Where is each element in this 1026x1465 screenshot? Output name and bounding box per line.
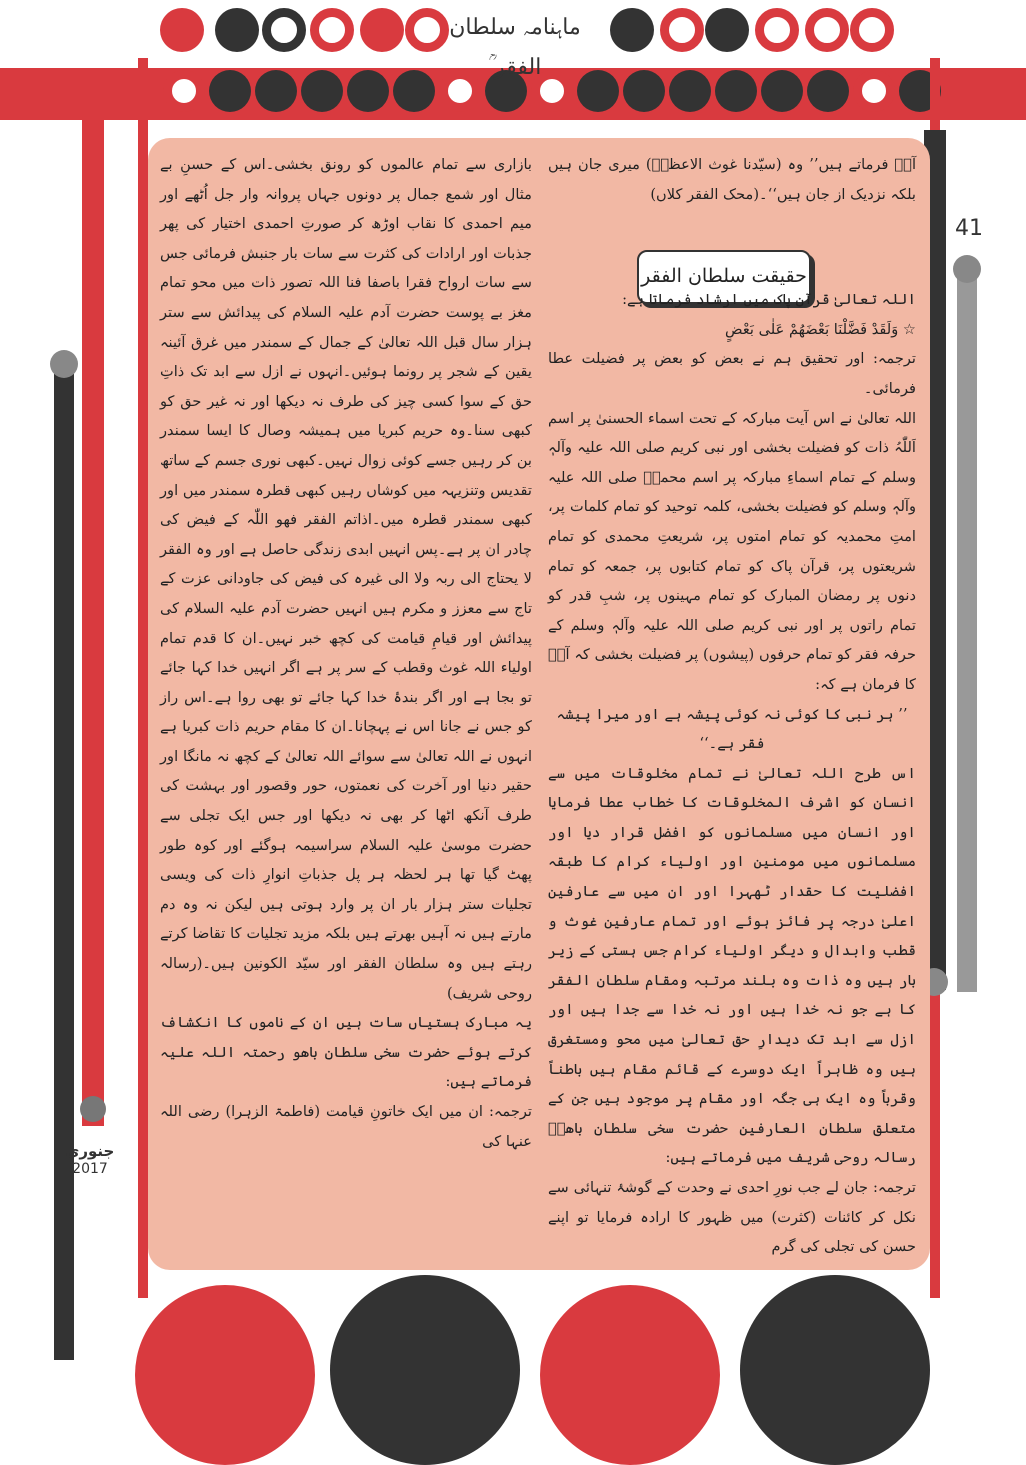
right-gray-rail	[957, 262, 977, 992]
header-circle-bottom	[163, 70, 205, 112]
header-circle-top	[262, 8, 306, 52]
header-circle-bottom	[301, 70, 343, 112]
right-column	[548, 150, 916, 1270]
left-column	[160, 150, 532, 1270]
footer-circle-dark-2	[740, 1275, 930, 1465]
paragraph-hadith: ’’ ہر نبی کا کوئی نہ کوئی پیشہ ہے اور میرا پیشہ فقر ہے۔‘‘	[556, 705, 908, 753]
issue-year: 2017	[72, 1161, 108, 1177]
header-circle-top	[215, 8, 259, 52]
paragraph-translation: ترجمہ: اور تحقیق ہم نے بعض کو بعض پر فضیلت عطا فرمائی۔	[548, 350, 916, 397]
header-circle-top	[660, 8, 704, 52]
header-circle-top	[610, 8, 654, 52]
title-spacer	[548, 209, 916, 285]
left-dark-rail	[54, 360, 74, 1360]
paragraph-tarjuma: ترجمہ: جان لے جب نورِ احدی نے وحدت کے گوشۂ تنہائی سے نکل کر کائنات (کثرت) میں ظہور کا ارادہ فرمایا تو اپنے حسن کی تجلی کی گرم	[548, 1179, 916, 1256]
header-circle-top	[755, 8, 799, 52]
issue-date	[60, 1142, 120, 1178]
left-red-rail	[82, 100, 104, 1126]
left-rail-knob-top	[50, 350, 78, 378]
header-circle-bottom	[439, 70, 481, 112]
header-circle-bottom	[393, 70, 435, 112]
magazine-logo: ماہنامہ سلطان الفقر ؒ	[449, 15, 581, 80]
header-circle-bottom	[623, 70, 665, 112]
paragraph-continued: بازاری سے تمام عالموں کو رونق بخشی۔اس کے حسنِ بے مثال اور شمع جمال پر دونوں جہاں پروانہ وار جل اُٹھے اور میم احمدی کا نقاب اوڑھ کر صورتِ احمدی اختیار کی پھر جذبات اور ارادات کی کثرت سے سات بار جنبش فرمائی جس سے سات ارواح فقرا باصفا فنا اللہ تصور ذات میں محو تمام مغز بے پوست حضرت آدم علیہ السلام کی پیدائش سے ستر ہزار سال قبل اللہ تعالیٰ کے جمال کے سمندر میں غرق آئینہ یقین کے شجر پر رونما ہوئیں۔انہوں نے ازل سے ابد تک ذاتِ حق کے سوا کسی چیز کی طرف نہ دیکھا اور نہ غیر حق کو کبھی سنا۔وہ حریم کبریا میں ہمیشہ وصال کا ایسا سمندر بن کر رہیں جسے کوئی زوال نہیں۔کبھی نوری جسم کے ساتھ تقدیس وتنزیہہ میں کوشاں رہیں کبھی قطرہ سمندر میں اور کبھی سمندر قطرہ میں۔اذاتم الفقر فھو اللّٰہ کے فیض کی چادر ان پر ہے۔پس انہیں ابدی زندگی حاصل ہے اور وہ الفقر لا یحتاج الی ربہ ولا الی غیرہ کی فیض کی جاودانی عزت کے تاج سے معزز و مکرم ہیں انہیں حضرت آدم علیہ السلام کی پیدائش اور قیامِ قیامت کی کچھ خبر نہیں۔ان کا قدم تمام اولیاء اللہ غوث وقطب کے سر پر ہے اگر انہیں خدا کہا جائے تو بجا ہے اور اگر بندۂ خدا کہا جائے تو بھی روا ہے۔اس راز کو جس نے جانا اس نے پہچانا۔ان کا مقام حریم ذات کبریا ہے انہوں نے اللہ تعالیٰ سے سوائے اللہ تعالیٰ کے کچھ نہ مانگا اور حقیر دنیا اور آخرت کی نعمتوں، حور وقصور اور بہشت کی طرف آنکھ اٹھا کر بھی نہ دیکھا اور جس ایک تجلی سے حضرت موسیٰ علیہ السلام سراسیمہ ہوگئے اور کوہ طور پھٹ گیا تھا ہر لحظہ ہر پل جذباتِ انوارِ ذات کی ویسی تجلیات ستر ہزار بار ان پر وارد ہوتی ہیں لیکن نہ وہ دم مارتے ہیں نہ آہیں بھرتے ہیں بلکہ مزید تجلیات کا تقاضا کرتے رہتے ہیں وہ سلطان الفقر اور سیّد الکونین ہیں۔(رسالہ روحی شریف)	[160, 156, 532, 1002]
page-number: 41	[955, 216, 983, 241]
header-circle-top	[805, 8, 849, 52]
header-circle-top	[360, 8, 404, 52]
paragraph-intro: آپؒ فرماتے ہیں’’ وہ (سیّدنا غوث الاعظمؓ) میری جان ہیں بلکہ نزدیک از جان ہیں‘‘۔(محک الفقر کلاں)	[548, 156, 916, 203]
paragraph-seven-persons: یہ مبارک ہستیاں سات ہیں ان کے ناموں کا انکشاف کرتے ہوئے حضرت سخی سلطان باھو رحمتہ اللہ علیہ فرماتے ہیں:	[160, 1014, 532, 1091]
header-circle-bottom	[347, 70, 389, 112]
footer-circle-red-1	[135, 1285, 315, 1465]
paragraph-ashraf: اس طرح اللہ تعالیٰ نے تمام مخلوقات میں سے انسان کو اشرف المخلوقات کا خطاب عطا فرمایا اور انسان میں مسلمانوں کو افضل قرار دیا اور مسلمانوں میں مومنین اور اولیاء کرام کا طبقہ افضلیت کا حقدار ٹھہرا اور ان میں سے عارفین اعلیٰ درجہ پر فائز ہوئے اور تمام عارفین غوث و قطب وابدال و دیگر اولیاء کرام جس ہستی کے زیر بار ہیں وہ ذات وہ بلند مرتبہ ومقام سلطان الفقر کا ہے جو نہ خدا ہیں اور نہ خدا سے جدا ہیں اور ازل سے ابد تک دیدارِ حق تعالیٰ میں محو ومستغرق ہیں وہ ظاہراً ایک دوسرے کے قائم مقام ہیں باطناً وقرباً وہ ایک ہی جگہ اور مقام پر موجود ہیں جن کے متعلق سلطان العارفین حضرت سخی سلطان باھوؒ رسالہ روحی شریف میں فرماتے ہیں:	[548, 764, 916, 1167]
paragraph-ayah: ☆ وَلَقَدْ فَضَّلْنَا بَعْضَهُمْ عَلٰى بَعْضٍ	[724, 320, 916, 338]
header-circle-bottom	[669, 70, 711, 112]
header-circle-bottom	[761, 70, 803, 112]
left-red-vertical-bar	[138, 58, 148, 1298]
right-rail-knob-top	[953, 255, 981, 283]
paragraph-quran-intro: اللہ تعالیٰ قرآن پاک میں ارشاد فرماتا ہے:	[622, 291, 916, 309]
header-circle-bottom	[577, 70, 619, 112]
header-circle-bottom	[807, 70, 849, 112]
issue-month: جنوری	[65, 1142, 115, 1160]
header-circle-bottom	[209, 70, 251, 112]
paragraph-fazilat: اللہ تعالیٰ نے اس آیت مبارکہ کے تحت اسماء الحسنیٰ پر اسم اَللّٰہُ ذات کو فضیلت بخشی اور نبی کریم صلی اللہ علیہ وآلہٖ وسلم کے تمام اسماءِ مبارکہ پر اسم محمدؐ صلی اللہ علیہ وآلہٖ وسلم کو فضیلت بخشی، کلمہ توحید کو تمام کلمات پر، امتِ محمدیہ کو تمام امتوں پر، شریعتِ محمدی کو تمام شریعتوں پر، قرآن پاک کو تمام کتابوں پر، جمعہ کو تمام دنوں پر رمضان المبارک کو تمام مہینوں پر، شبِ قدر کو تمام راتوں پر اور نبی کریم صلی اللہ علیہ وآلہٖ وسلم کے حرفہ فقر کو تمام حرفوں (پیشوں) پر فضیلت بخشی کہ آپؐ کا فرمان ہے کہ:	[548, 409, 916, 693]
header-circle-top	[705, 8, 749, 52]
left-rail-knob-bottom	[80, 1096, 106, 1122]
footer-circle-dark-1	[330, 1275, 520, 1465]
header-circle-bottom	[715, 70, 757, 112]
header-circle-top	[850, 8, 894, 52]
header-circle-bottom	[255, 70, 297, 112]
paragraph-fatima: ترجمہ: ان میں ایک خاتونِ قیامت (فاطمۃ الزہرا) رضی اللہ عنہا کی	[160, 1103, 532, 1150]
header-circle-top	[160, 8, 204, 52]
header-circle-top	[310, 8, 354, 52]
header-circle-bottom	[853, 70, 895, 112]
footer-circle-red-2	[540, 1285, 720, 1465]
article-title: حقیقت سلطان الفقر	[637, 250, 811, 304]
